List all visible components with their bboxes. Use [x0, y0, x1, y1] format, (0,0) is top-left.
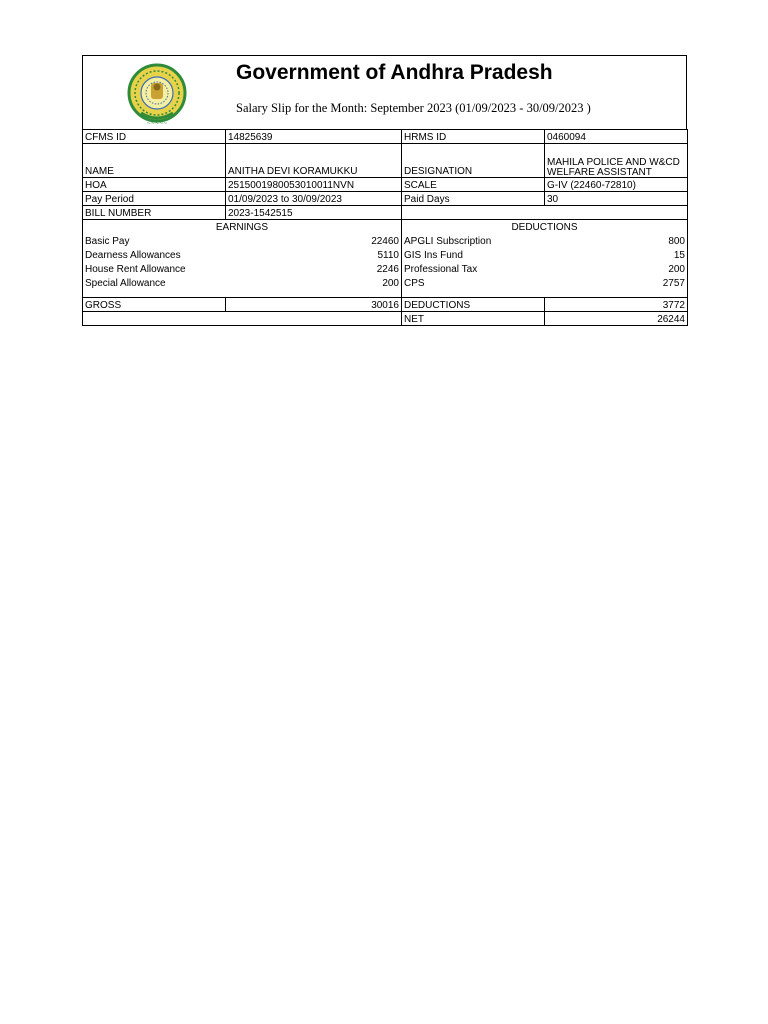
designation-label: DESIGNATION — [402, 144, 545, 178]
scale-label: SCALE — [402, 178, 545, 192]
designation-value: MAHILA POLICE AND W&CD WELFARE ASSISTANT — [545, 144, 688, 178]
slip-subtitle: Salary Slip for the Month: September 2023 (01/09/2023 - 30/09/2023 ) — [236, 101, 591, 115]
gross-value: 30016 — [226, 298, 402, 312]
earning-label: Dearness Allowances — [83, 247, 226, 261]
earnings-header: EARNINGS — [83, 220, 402, 234]
deduction-label: APGLI Subscription — [402, 233, 545, 247]
name-value: ANITHA DEVI KORAMUKKU — [226, 144, 402, 178]
deduction-amount: 200 — [545, 261, 688, 275]
total-deductions-value: 3772 — [545, 298, 688, 312]
gross-row — [83, 298, 688, 312]
deductions-header: DEDUCTIONS — [402, 220, 688, 234]
hrms-value: 0460094 — [545, 130, 688, 144]
pay-period-value: 01/09/2023 to 30/09/2023 — [226, 192, 402, 206]
earning-amount: 22460 — [226, 233, 402, 247]
earning-label: Basic Pay — [83, 233, 226, 247]
salary-slip — [82, 55, 687, 326]
paid-days-value: 30 — [545, 192, 688, 206]
scale-value: G-IV (22460-72810) — [545, 178, 688, 192]
bill-label: BILL NUMBER — [83, 206, 226, 220]
table-row — [83, 130, 688, 144]
deduction-label: GIS Ins Fund — [402, 247, 545, 261]
slip-header — [82, 55, 687, 129]
table-row — [83, 247, 688, 261]
table-row — [83, 206, 688, 220]
page-title: Government of Andhra Pradesh — [236, 61, 553, 84]
deduction-label: CPS — [402, 275, 545, 289]
paid-days-label: Paid Days — [402, 192, 545, 206]
cfms-label: CFMS ID — [83, 130, 226, 144]
earning-label: House Rent Allowance — [83, 261, 226, 275]
total-deductions-label: DEDUCTIONS — [402, 298, 545, 312]
spacer-cell — [83, 289, 226, 298]
table-row — [83, 261, 688, 275]
hoa-value: 2515001980053010011NVN — [226, 178, 402, 192]
spacer-cell — [402, 289, 545, 298]
earning-amount: 2246 — [226, 261, 402, 275]
deduction-label: Professional Tax — [402, 261, 545, 275]
svg-text:~~~~~: ~~~~~ — [146, 121, 168, 127]
table-row — [83, 192, 688, 206]
spacer-row — [83, 289, 688, 298]
net-label: NET — [402, 312, 545, 326]
deduction-amount: 2757 — [545, 275, 688, 289]
table-row — [83, 233, 688, 247]
deduction-amount: 15 — [545, 247, 688, 261]
net-value: 26244 — [545, 312, 688, 326]
cfms-value: 14825639 — [226, 130, 402, 144]
hrms-label: HRMS ID — [402, 130, 545, 144]
earning-amount: 5110 — [226, 247, 402, 261]
gross-label: GROSS — [83, 298, 226, 312]
earning-label: Special Allowance — [83, 275, 226, 289]
earning-amount: 200 — [226, 275, 402, 289]
section-header-row — [83, 220, 688, 234]
hoa-label: HOA — [83, 178, 226, 192]
table-row — [83, 178, 688, 192]
bill-value: 2023-1542515 — [226, 206, 402, 220]
table-row — [83, 275, 688, 289]
empty-cell — [402, 206, 688, 220]
name-label: NAME — [83, 144, 226, 178]
state-emblem-icon — [127, 63, 187, 127]
pay-period-label: Pay Period — [83, 192, 226, 206]
spacer-cell — [545, 289, 688, 298]
net-row — [83, 312, 688, 326]
deduction-amount: 800 — [545, 233, 688, 247]
table-row — [83, 144, 688, 178]
salary-table — [82, 129, 688, 326]
empty-cell — [83, 312, 402, 326]
spacer-cell — [226, 289, 402, 298]
